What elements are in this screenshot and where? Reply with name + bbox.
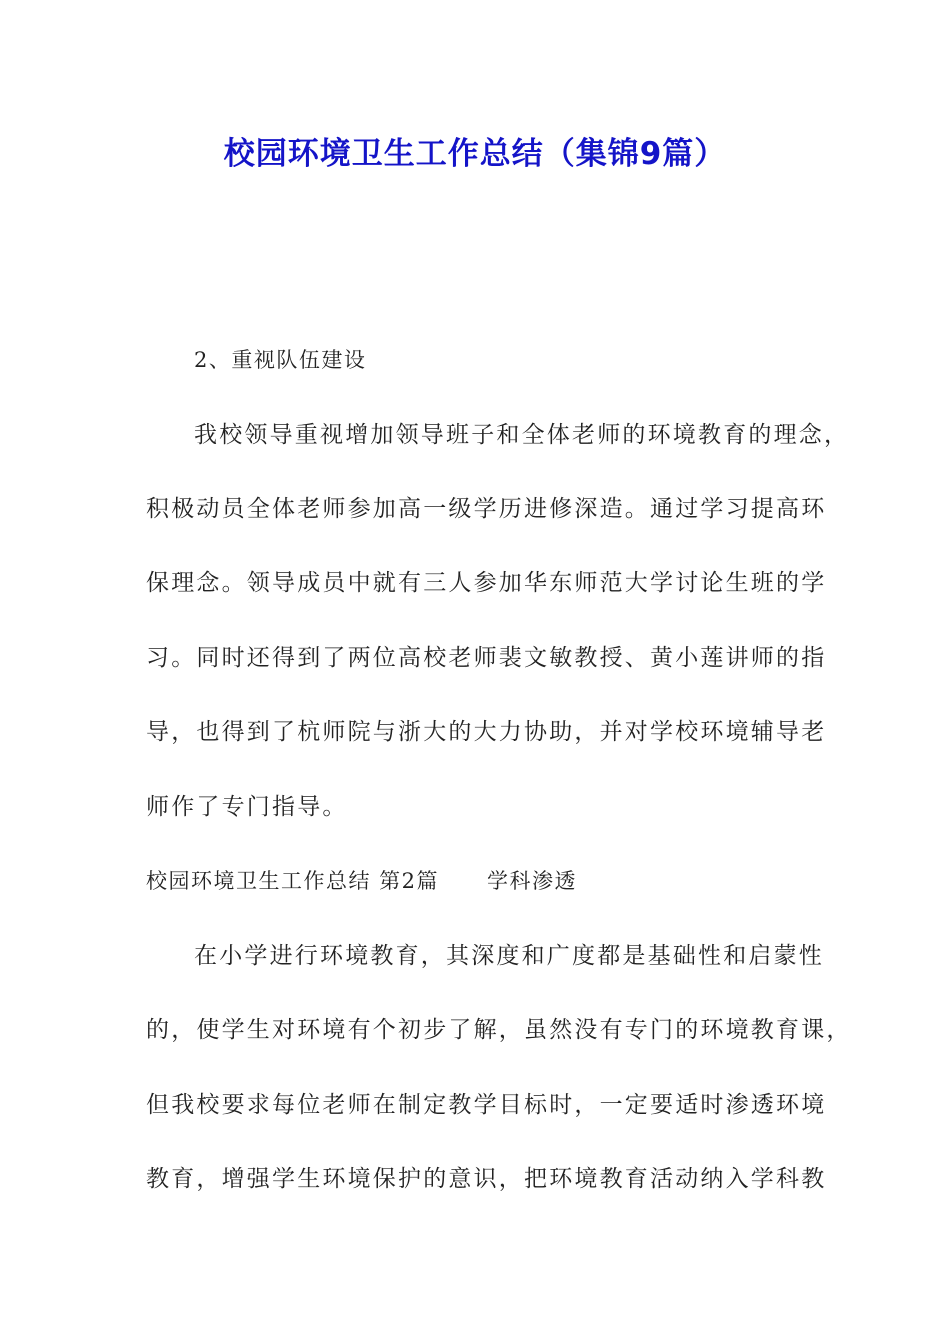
document-title: 校园环境卫生工作总结（集锦9篇） [223,136,727,172]
paragraph-line: 保理念。领导成员中就有三人参加华东师范大学讨论生班的学 [146,570,827,596]
paragraph-line: 教育，增强学生环境保护的意识，把环境教育活动纳入学科教 [146,1166,827,1192]
section-heading-left: 校园环境卫生工作总结 第2篇 [146,869,440,893]
paragraph-line: 积极动员全体老师参加高一级学历进修深造。通过学习提高环 [146,496,827,522]
paragraph-line: 师作了专门指导。 [146,794,348,820]
paragraph-line: 导，也得到了杭师院与浙大的大力协助，并对学校环境辅导老 [146,719,827,745]
section-heading-row [146,866,816,896]
section-heading-right: 学科渗透 [487,869,578,893]
paragraph-line: 在小学进行环境教育，其深度和广度都是基础性和启蒙性 [194,943,824,969]
paragraph-line: 习。同时还得到了两位高校老师裴文敏教授、黄小莲讲师的指 [146,645,827,671]
paragraph-line: 但我校要求每位老师在制定教学目标时，一定要适时渗透环境 [146,1092,827,1118]
section-heading: 2、重视队伍建设 [194,348,367,372]
paragraph-line: 我校领导重视增加领导班子和全体老师的环境教育的理念， [194,422,850,448]
paragraph-line: 的，使学生对环境有个初步了解，虽然没有专门的环境教育课， [146,1017,852,1043]
